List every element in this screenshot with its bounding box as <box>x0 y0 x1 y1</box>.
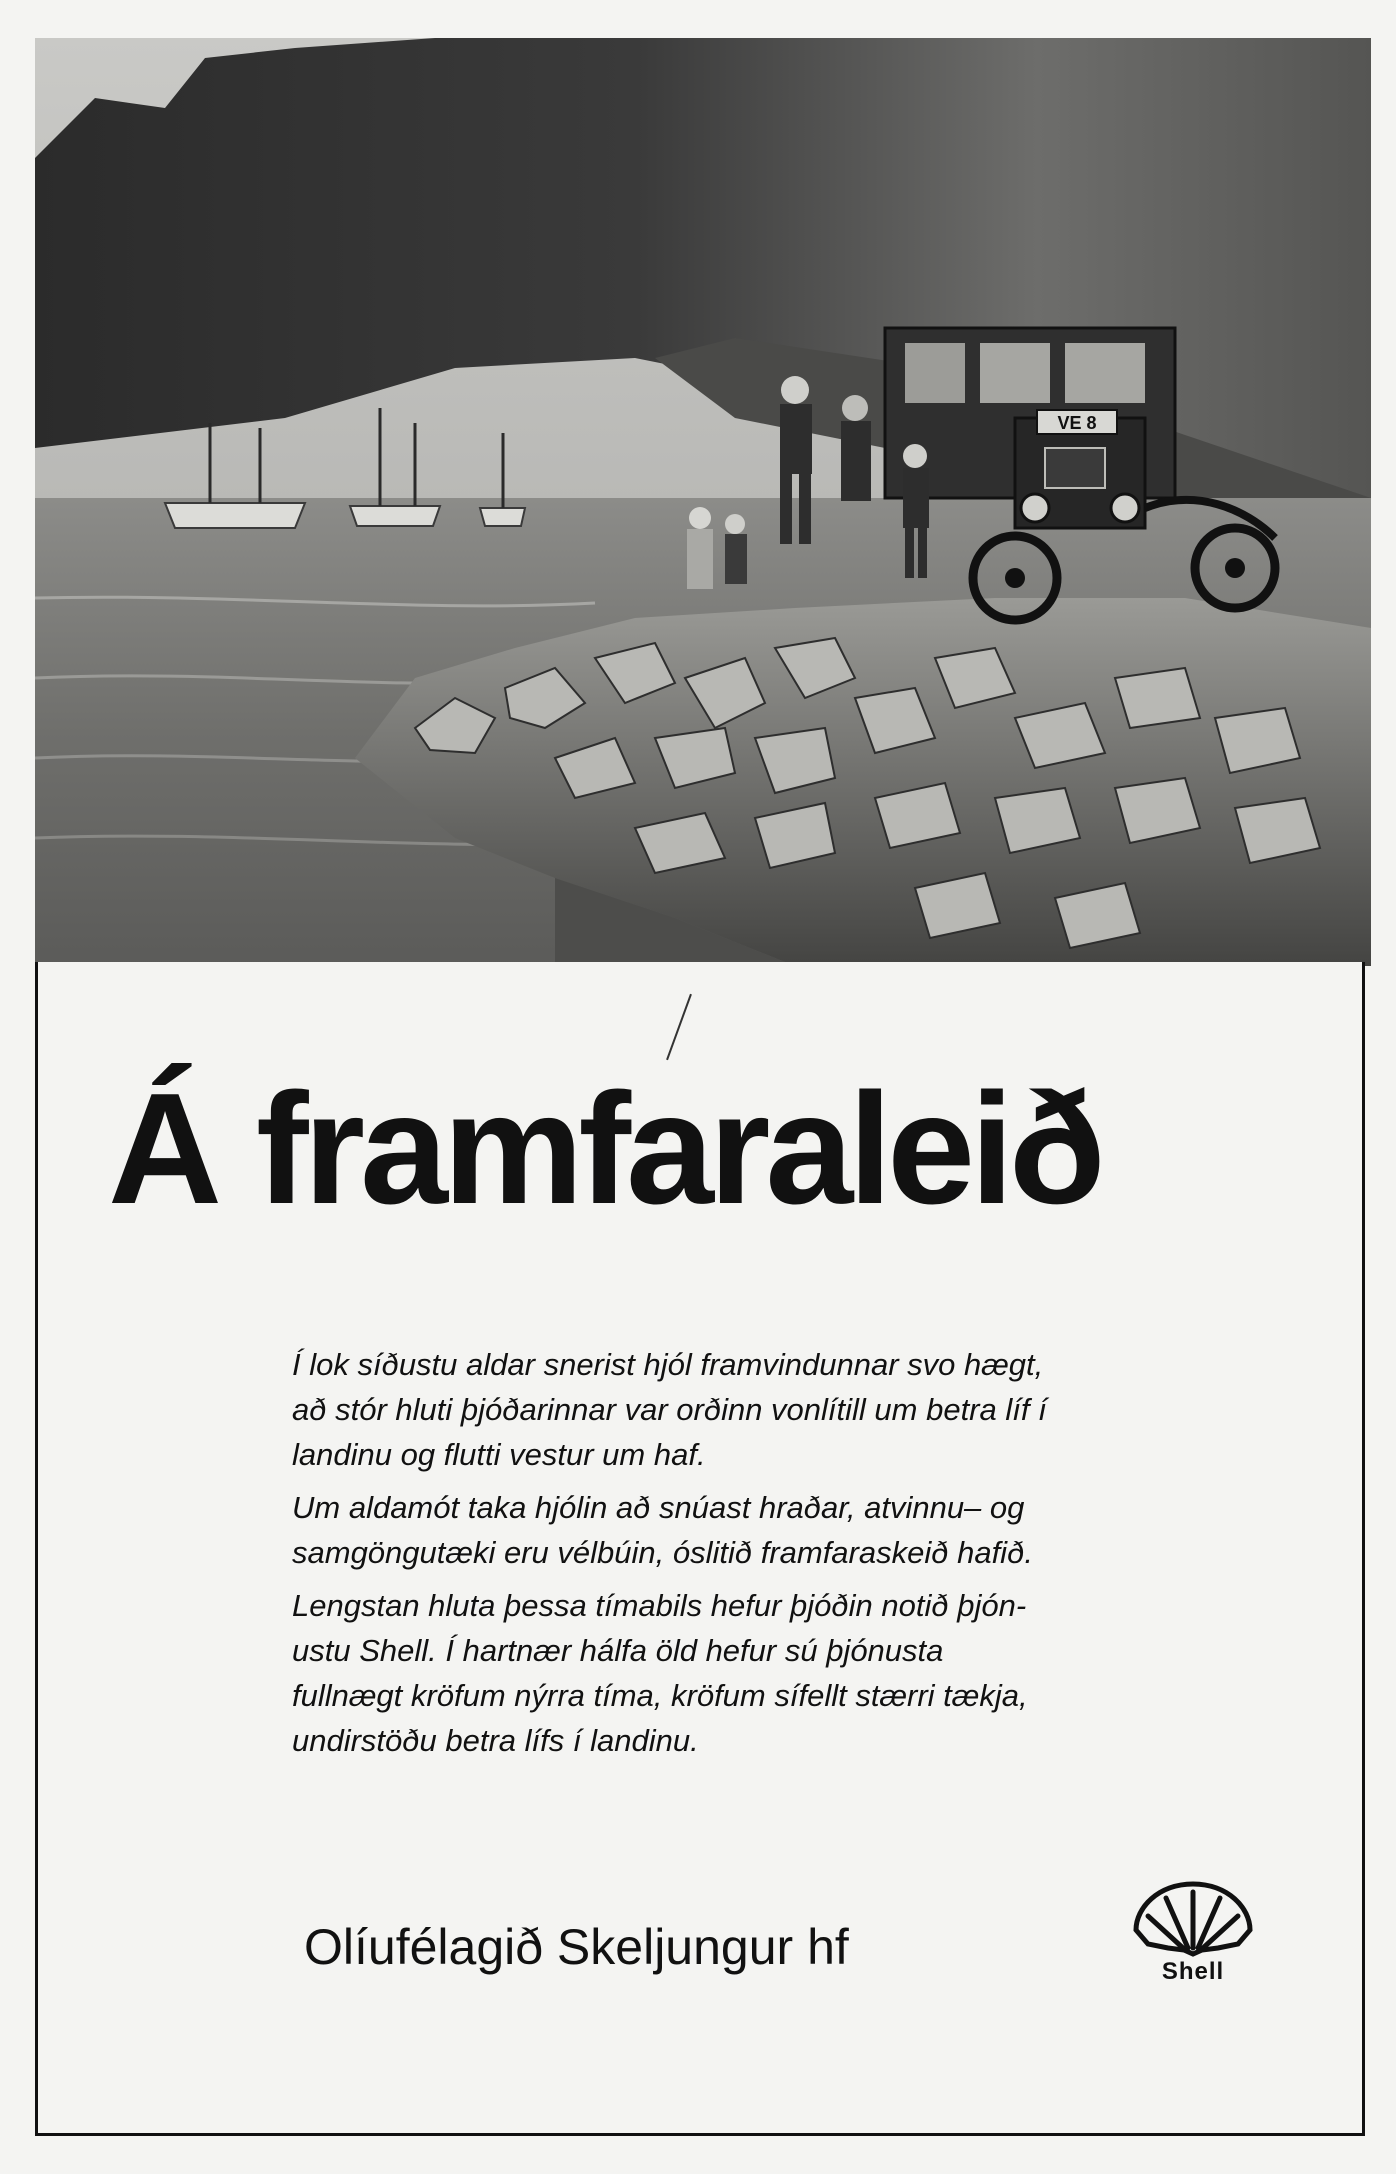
body-line: Lengstan hluta þessa tímabils hefur þjóðin notið þjón- <box>292 1588 1027 1623</box>
body-line: landinu og flutti vestur um haf. <box>292 1437 706 1472</box>
body-line: ustu Shell. Í hartnær hálfa öld hefur sú þjónusta <box>292 1633 944 1668</box>
body-line: Í lok síðustu aldar snerist hjól framvindunnar svo hægt, <box>292 1347 1044 1382</box>
body-line: samgöngutæki eru vélbúin, óslitið framfaraskeið hafið. <box>292 1535 1033 1570</box>
body-line: undirstöðu betra lífs í landinu. <box>292 1723 699 1758</box>
company-name: Olíufélagið Skeljungur hf <box>304 1919 849 1975</box>
ad-text-panel <box>35 962 1365 2136</box>
harbor-photo <box>35 38 1371 966</box>
paragraph-2 <box>292 1485 1332 1575</box>
license-plate: VE 8 <box>1057 413 1097 433</box>
paragraph-1 <box>292 1342 1332 1477</box>
shell-logo <box>1128 1878 1258 1988</box>
shell-logo-icon <box>1128 1878 1258 1960</box>
shell-logo-wordmark: Shell <box>1161 1958 1225 1985</box>
decorative-stroke <box>666 994 692 1060</box>
body-line: að stór hluti þjóðarinnar var orðinn vonlítill um betra líf í <box>292 1392 1047 1427</box>
headline: Á framfaraleið <box>108 1061 1101 1237</box>
paragraph-3 <box>292 1583 1332 1763</box>
body-line: Um aldamót taka hjólin að snúast hraðar, atvinnu– og <box>292 1490 1025 1525</box>
body-line: fullnægt kröfum nýrra tíma, kröfum sífellt stærri tækja, <box>292 1678 1028 1713</box>
body-copy <box>292 1342 1332 1771</box>
harbor-photo-illustration <box>35 38 1371 966</box>
